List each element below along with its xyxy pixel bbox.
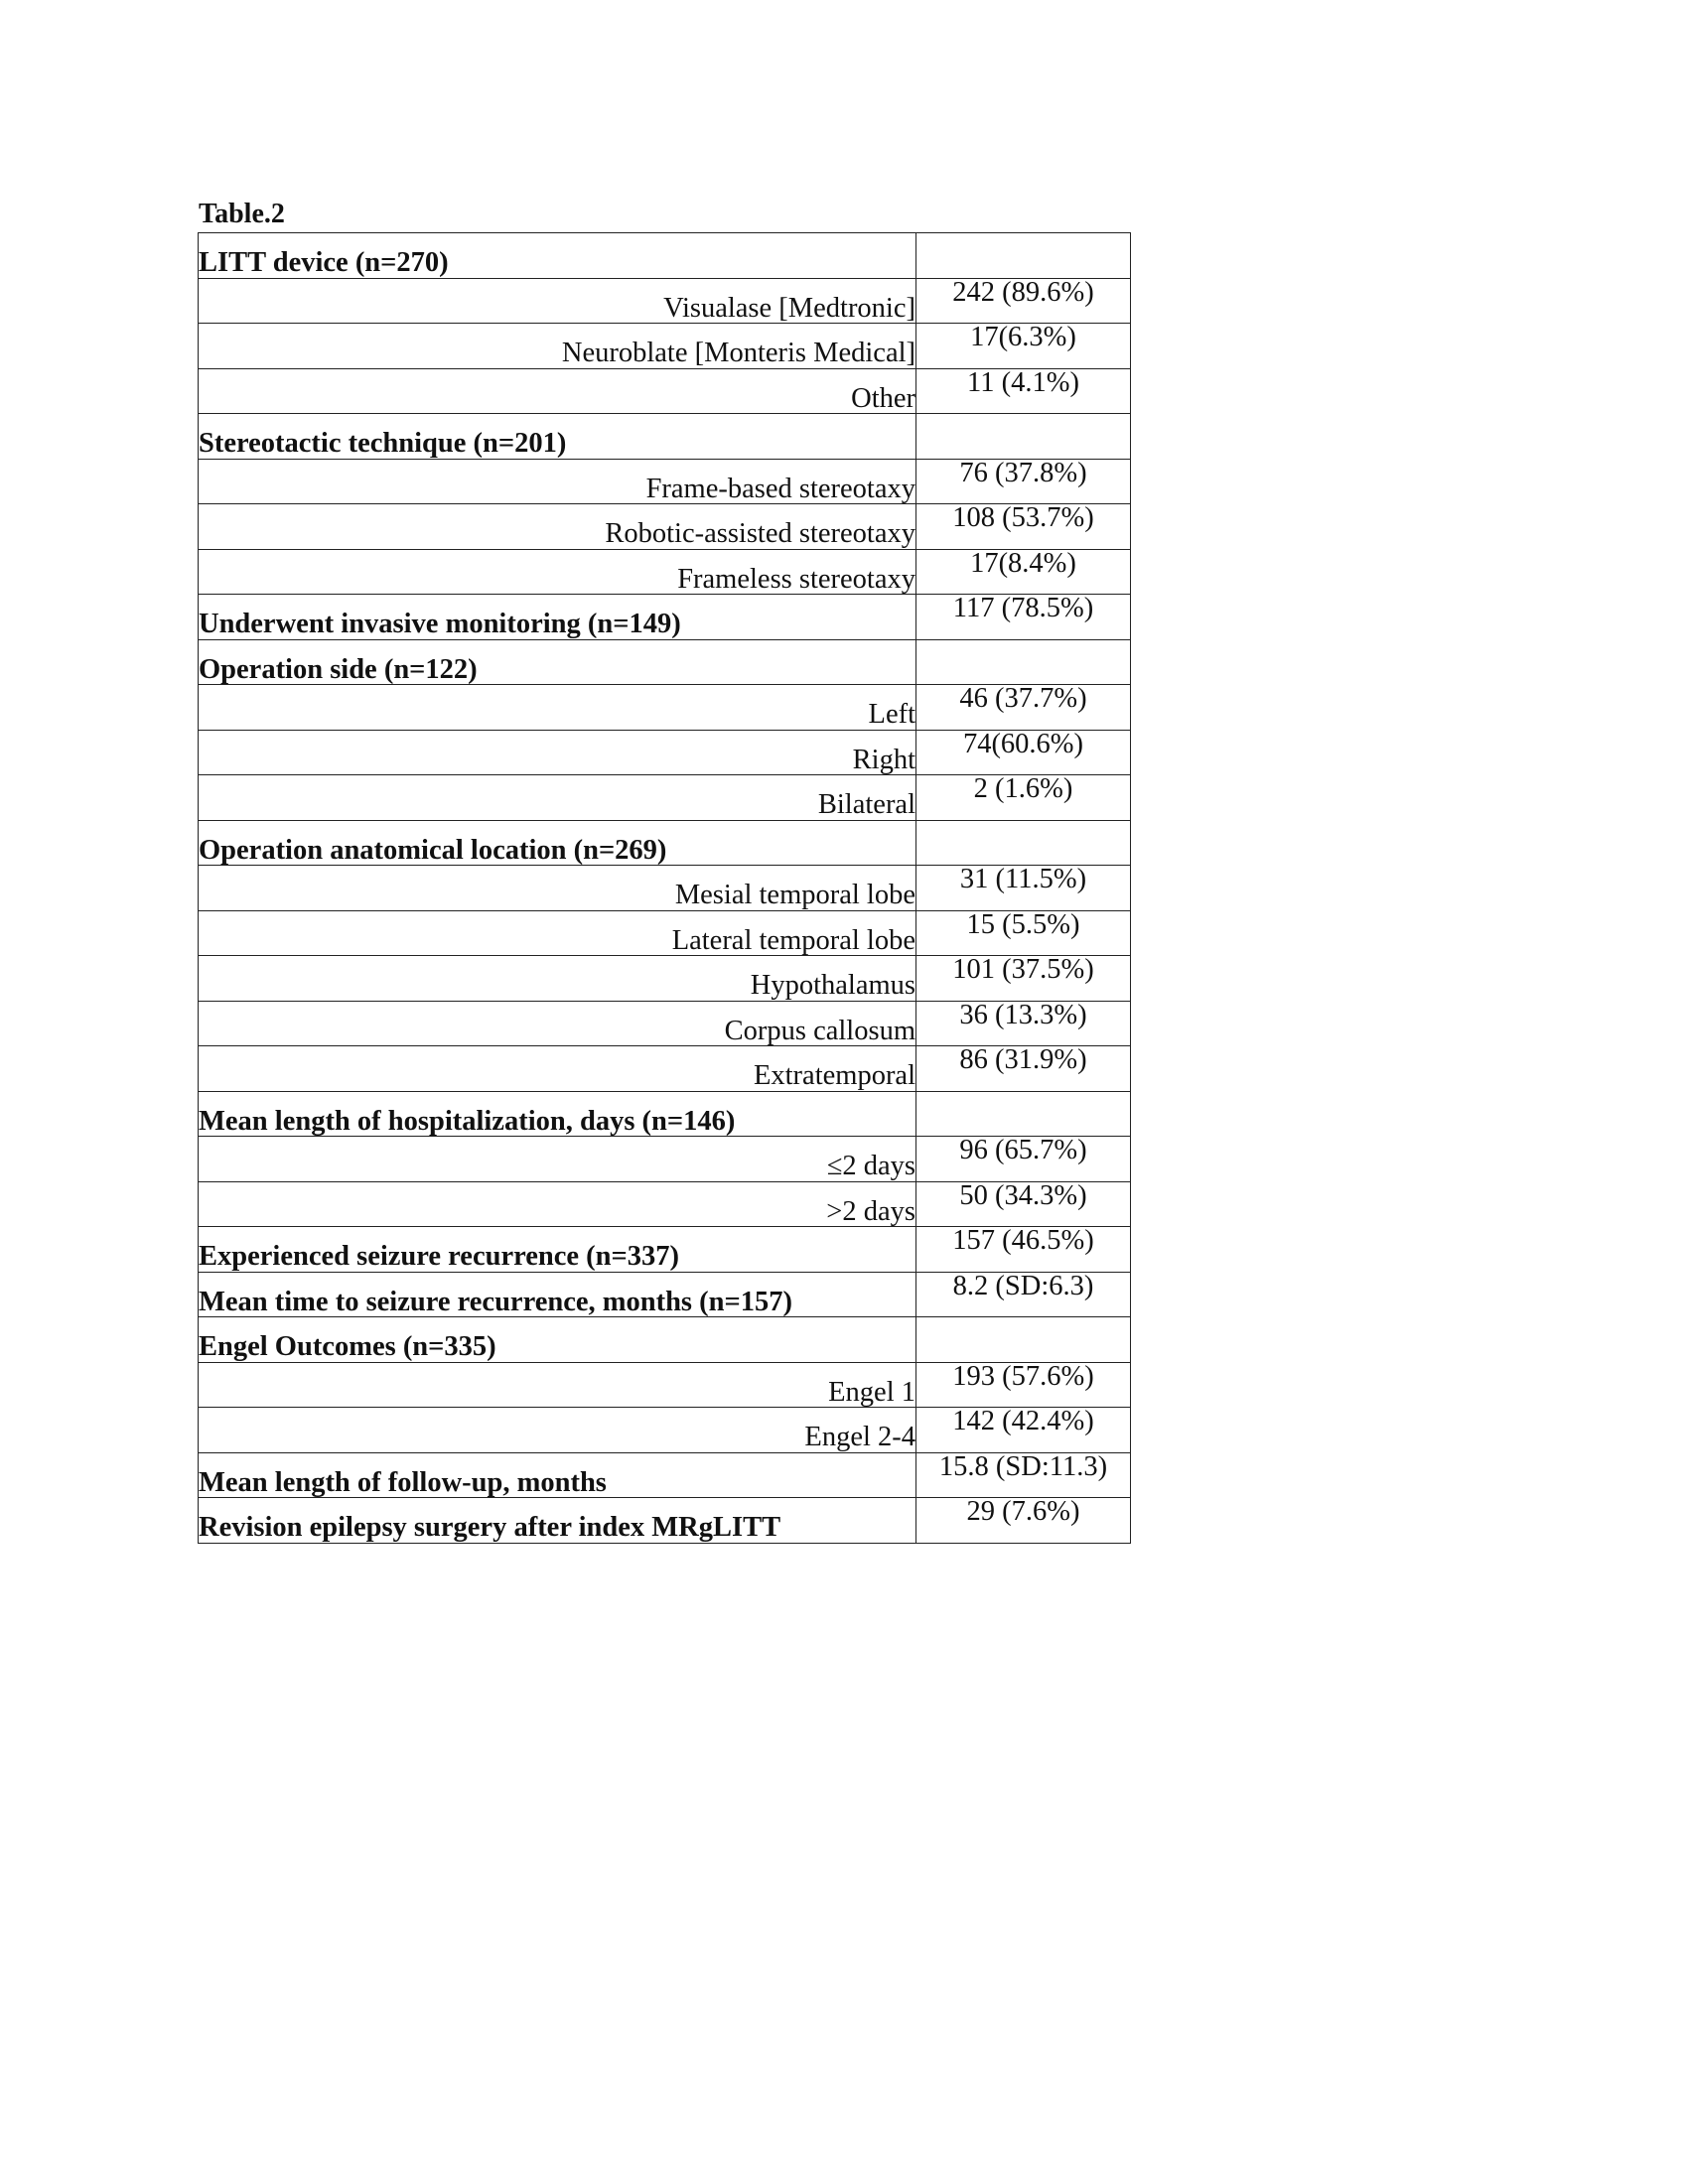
row-label: Mesial temporal lobe — [199, 866, 916, 911]
row-label: Neuroblate [Monteris Medical] — [199, 324, 916, 369]
row-value: 157 (46.5%) — [916, 1227, 1131, 1273]
row-value: 142 (42.4%) — [916, 1408, 1131, 1453]
table-row — [199, 730, 1131, 775]
row-label: Right — [199, 730, 916, 775]
row-heading-label: Stereotactic technique (n=201) — [199, 414, 916, 460]
table-row — [199, 549, 1131, 595]
row-value — [916, 1317, 1131, 1363]
row-label: Hypothalamus — [199, 956, 916, 1002]
row-value — [916, 820, 1131, 866]
row-value — [916, 1091, 1131, 1137]
row-value: 242 (89.6%) — [916, 278, 1131, 324]
row-value: 15 (5.5%) — [916, 910, 1131, 956]
table-row — [199, 1181, 1131, 1227]
row-value: 193 (57.6%) — [916, 1362, 1131, 1408]
row-label: Engel 1 — [199, 1362, 916, 1408]
row-label: Visualase [Medtronic] — [199, 278, 916, 324]
table-row-heading — [199, 1091, 1131, 1137]
table-row — [199, 685, 1131, 731]
table-row — [199, 956, 1131, 1002]
table-row-heading — [199, 595, 1131, 640]
table-row — [199, 278, 1131, 324]
row-label: Robotic-assisted stereotaxy — [199, 504, 916, 550]
row-value: 96 (65.7%) — [916, 1137, 1131, 1182]
row-value: 17(8.4%) — [916, 549, 1131, 595]
row-value — [916, 414, 1131, 460]
row-label: Lateral temporal lobe — [199, 910, 916, 956]
table-row-heading — [199, 1498, 1131, 1544]
table-body — [199, 233, 1131, 1544]
row-label: Frameless stereotaxy — [199, 549, 916, 595]
row-value: 46 (37.7%) — [916, 685, 1131, 731]
row-label: Bilateral — [199, 775, 916, 821]
row-label: Other — [199, 368, 916, 414]
row-heading-label: Engel Outcomes (n=335) — [199, 1317, 916, 1363]
table-row-heading — [199, 1272, 1131, 1317]
row-heading-label: Underwent invasive monitoring (n=149) — [199, 595, 916, 640]
row-value — [916, 639, 1131, 685]
row-value: 17(6.3%) — [916, 324, 1131, 369]
row-heading-label: Operation anatomical location (n=269) — [199, 820, 916, 866]
table-row — [199, 910, 1131, 956]
row-value: 36 (13.3%) — [916, 1001, 1131, 1046]
row-label: Left — [199, 685, 916, 731]
table-title: Table.2 — [199, 199, 285, 229]
row-value: 50 (34.3%) — [916, 1181, 1131, 1227]
row-value: 29 (7.6%) — [916, 1498, 1131, 1544]
row-value: 86 (31.9%) — [916, 1046, 1131, 1092]
row-label: >2 days — [199, 1181, 916, 1227]
row-label: Frame-based stereotaxy — [199, 459, 916, 504]
table-row — [199, 1001, 1131, 1046]
table-row — [199, 1046, 1131, 1092]
table-row-heading — [199, 820, 1131, 866]
table-row-heading — [199, 233, 1131, 279]
table-row — [199, 866, 1131, 911]
row-value: 74(60.6%) — [916, 730, 1131, 775]
table-row — [199, 1408, 1131, 1453]
row-value: 8.2 (SD:6.3) — [916, 1272, 1131, 1317]
row-value: 15.8 (SD:11.3) — [916, 1452, 1131, 1498]
table-row — [199, 368, 1131, 414]
table-row-heading — [199, 1452, 1131, 1498]
row-heading-label: Mean length of hospitalization, days (n=146) — [199, 1091, 916, 1137]
table-row-heading — [199, 1227, 1131, 1273]
row-label: Extratemporal — [199, 1046, 916, 1092]
table-row-heading — [199, 1317, 1131, 1363]
row-heading-label: Operation side (n=122) — [199, 639, 916, 685]
row-heading-label: Mean length of follow-up, months — [199, 1452, 916, 1498]
row-heading-label: LITT device (n=270) — [199, 233, 916, 279]
table-row-heading — [199, 414, 1131, 460]
table-row — [199, 1137, 1131, 1182]
row-value: 117 (78.5%) — [916, 595, 1131, 640]
row-value — [916, 233, 1131, 279]
results-table — [198, 232, 1131, 1544]
row-heading-label: Experienced seizure recurrence (n=337) — [199, 1227, 916, 1273]
table-row — [199, 1362, 1131, 1408]
row-label: Engel 2-4 — [199, 1408, 916, 1453]
row-value: 11 (4.1%) — [916, 368, 1131, 414]
row-value: 76 (37.8%) — [916, 459, 1131, 504]
row-value: 108 (53.7%) — [916, 504, 1131, 550]
row-label: ≤2 days — [199, 1137, 916, 1182]
table-row-heading — [199, 639, 1131, 685]
row-heading-label: Revision epilepsy surgery after index MRgLITT — [199, 1498, 916, 1544]
row-value: 101 (37.5%) — [916, 956, 1131, 1002]
row-value: 31 (11.5%) — [916, 866, 1131, 911]
table-row — [199, 504, 1131, 550]
table-row — [199, 324, 1131, 369]
row-label: Corpus callosum — [199, 1001, 916, 1046]
row-value: 2 (1.6%) — [916, 775, 1131, 821]
table-row — [199, 775, 1131, 821]
row-heading-label: Mean time to seizure recurrence, months (n=157) — [199, 1272, 916, 1317]
table-row — [199, 459, 1131, 504]
